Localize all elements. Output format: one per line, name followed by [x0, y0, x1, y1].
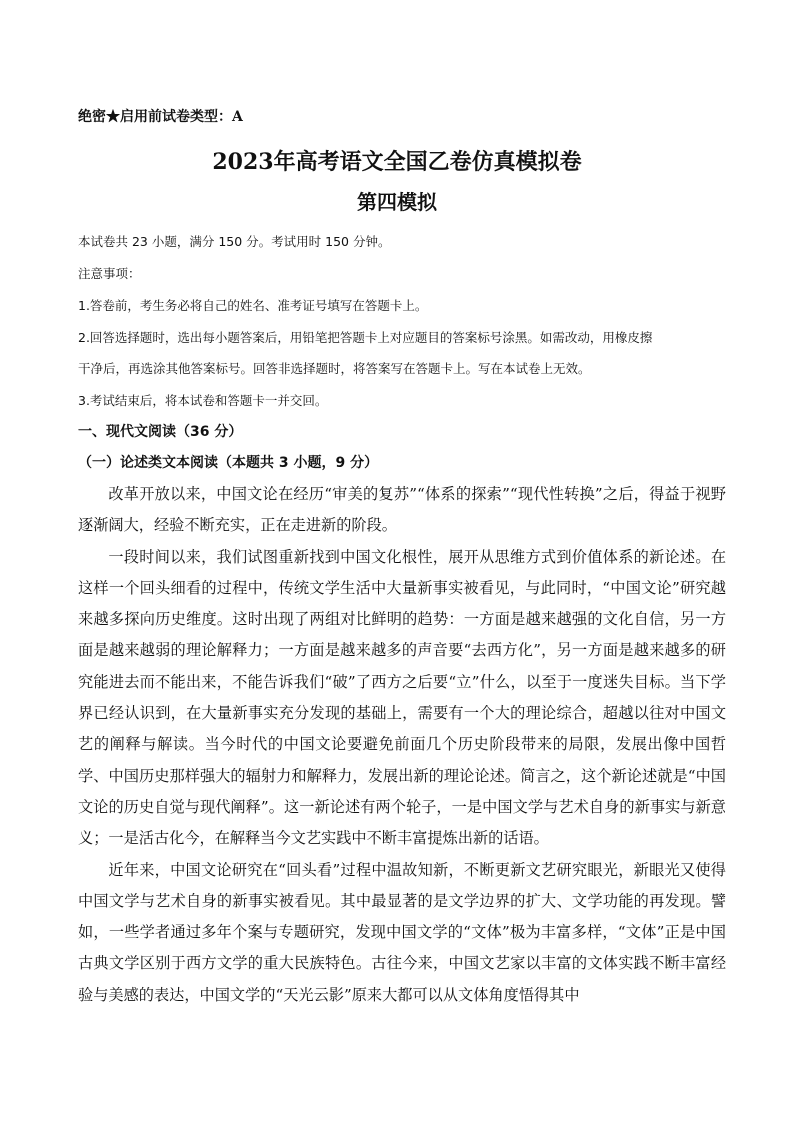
passage-paragraph-1: 改革开放以来，中国文论在经历“审美的复苏”“体系的探索”“现代性转换”之后，得益于视野逐渐阔大，经验不断充实，正在走进新的阶段。: [78, 485, 726, 535]
passage-paragraph-3: 近年来，中国文论研究在“回头看”过程中温故知新，不断更新文艺研究眼光，新眼光又使得中国文学与艺术自身的新事实被看见。其中最显著的是文学边界的扩大、文学功能的再发现。譬如，一些学者通过多年个案与专题研究，发现中国文学的“文体”极为丰富多样，“文体”正是中国古典文学区别于西方文学的重大民族特色。古往今来，中国文艺家以丰富的文体实践不断丰富经验与美感的表达，中国文学的“天光云影”原来大都可以从文体角度悟得其中: [78, 860, 726, 1004]
section-heading: 一、现代文阅读（36 分）: [78, 424, 243, 440]
passage-paragraph-2: 一段时间以来，我们试图重新找到中国文化根性，展开从思维方式到价值体系的新论述。在这样一个回头细看的过程中，传统文学生活中大量新事实被看见，与此同时，“中国文论”研究越来越多探向历史维度。这时出现了两组对比鲜明的趋势：一方面是越来越强的文化自信，另一方面是越来越弱的理论解释力；一方面是越来越多的声音要“去西方化”，另一方面是越来越多的研究能进去而不能出来，不能告诉我们“破”了西方之后要“立”什么，以至于一度迷失目标。当下学界已经认识到，在大量新事实充分发现的基础上，需要有一个大的理论综合，超越以往对中国文艺的阐释与解读。当今时代的中国文论要避免前面几个历史阶段带来的局限，发展出像中国哲学、中国历史那样强大的辐射力和解释力，发展出新的理论论述。简言之，这个新论述就是“中国文论的历史自觉与现代阐释”。这一新论述有两个轮子，一是中国文学与艺术自身的新事实与新意义；一是活古化今，在解释当今文艺实践中不断丰富提炼出新的话语。: [78, 547, 726, 848]
notes-heading: 注意事项：: [78, 266, 141, 281]
note-item-1: 1.答卷前，考生务必将自己的姓名、准考证号填写在答题卡上。: [78, 298, 428, 313]
note-item-2-line-2: 干净后，再选涂其他答案标号。回答非选择题时，将答案写在答题卡上。写在本试卷上无效。: [78, 361, 591, 376]
exam-subtitle: 第四模拟: [357, 190, 437, 214]
note-item-3: 3.考试结束后，将本试卷和答题卡一并交回。: [78, 393, 328, 408]
subsection-heading: （一）论述类文本阅读（本题共 3 小题，9 分）: [78, 455, 379, 471]
confidential-label: 绝密★启用前试卷类型：A: [78, 109, 243, 125]
note-item-2-line-1: 2.回答选择题时，选出每小题答案后，用铅笔把答题卡上对应题目的答案标号涂黑。如需改动，用橡皮擦: [78, 330, 653, 345]
exam-title: 2023年高考语文全国乙卷仿真模拟卷: [212, 149, 582, 175]
exam-summary: 本试卷共 23 小题，满分 150 分。考试用时 150 分钟。: [78, 234, 391, 249]
reading-passage: [78, 479, 726, 1011]
